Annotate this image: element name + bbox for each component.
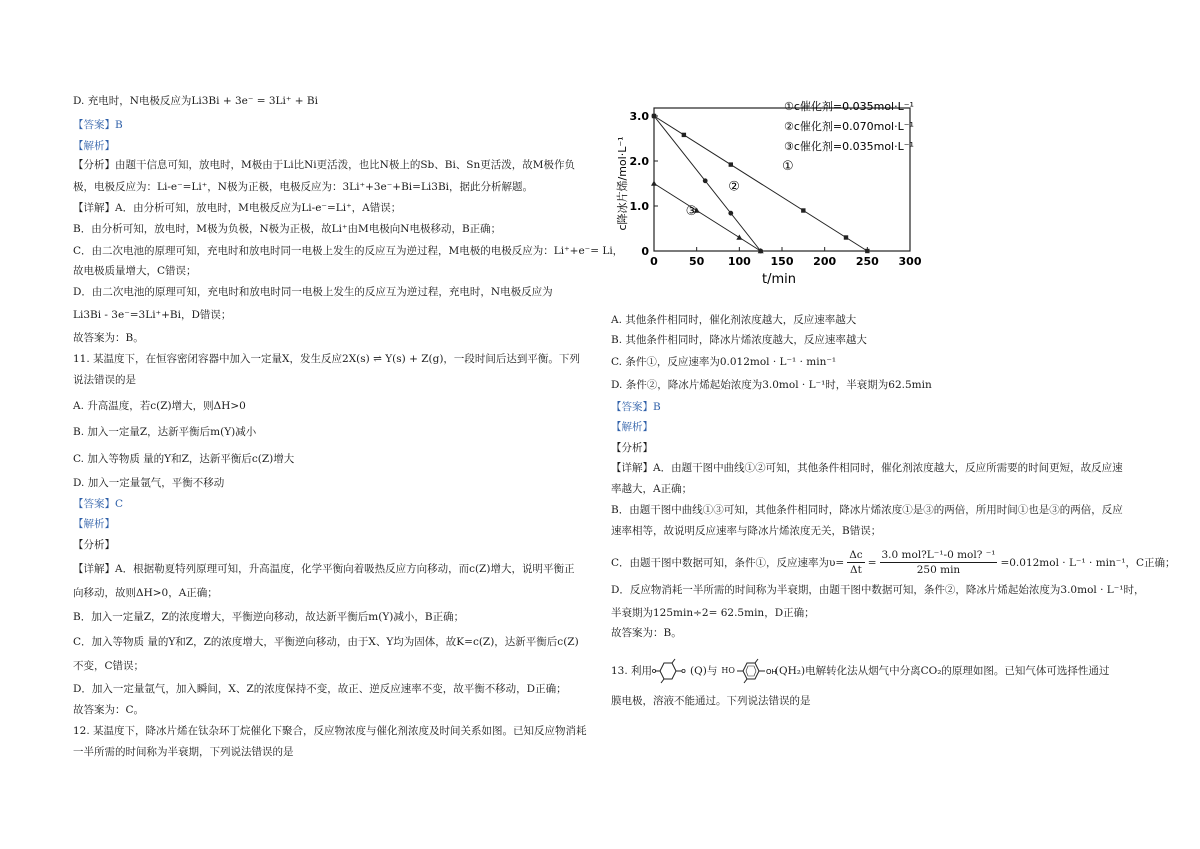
q12-x5-frac1-den: Δt	[850, 564, 862, 576]
q11-xiangjie-6: D．加入一定量氩气，加入瞬间，X、Z的浓度保持不变，故正、逆反应速率不变，故平衡不移动，D正确；	[73, 683, 567, 695]
q12-answer-tag: 【答案】B	[611, 401, 661, 413]
q10-conclusion: 故答案为：B。	[73, 332, 144, 344]
data-point-series-2	[652, 114, 657, 119]
q11-option-d: D. 加入一定量氩气，平衡不移动	[73, 477, 225, 489]
q12-xiangjie-4: 速率相等，故说明反应速率与降冰片烯浓度无关，B错误；	[611, 525, 882, 537]
q10-answer-tag: 【答案】B	[73, 119, 123, 131]
q12-xiangjie-7: 半衰期为125min÷2= 62.5min，D正确；	[611, 607, 815, 619]
data-point-series-1	[844, 235, 848, 239]
chart-ticks	[615, 110, 922, 287]
q11-fenxi: 【分析】	[73, 539, 115, 551]
chart-legend	[784, 99, 914, 153]
q11-xiangjie-7: 故答案为：C。	[73, 704, 145, 716]
q10-xiangjie-c1: C．由二次电池的原理可知，充电时和放电时同一电极上发生的反应互为逆过程，M电极的电极反应为：Li⁺+e⁻= Li，	[73, 245, 624, 257]
chart-svg	[612, 94, 932, 294]
x-tick-label: 100	[727, 255, 751, 268]
y-tick-label: 3.0	[629, 110, 649, 123]
x-tick-label: 150	[770, 255, 794, 268]
y-tick-label: 2.0	[629, 155, 649, 168]
q12-xiangjie-5	[611, 548, 1176, 577]
data-point-series-1	[801, 208, 805, 212]
data-point-series-3	[651, 181, 657, 186]
q12-analysis-tag: 【解析】	[611, 421, 653, 433]
q11-xiangjie-1: 【详解】A．根据勒夏特列原理可知，升高温度，化学平衡向着吸热反应方向移动，而c(Z)增大，说明平衡正	[73, 563, 575, 575]
hydroquinone-qh2-icon	[735, 659, 775, 683]
q13-pre: 13. 利用	[611, 665, 653, 677]
q12-x5-post: =0.012mol · L⁻¹ · min⁻¹，C正确；	[1000, 556, 1176, 569]
q12-option-a: A. 其他条件相同时，催化剂浓度越大，反应速率越大	[611, 314, 857, 326]
curve-label-1: ①	[782, 159, 794, 174]
x-tick-label: 200	[813, 255, 837, 268]
q13-stem-line1	[611, 659, 1109, 683]
q11-xiangjie-2: 向移动，故则ΔH>0，A正确；	[73, 587, 218, 599]
series-line-2	[654, 116, 761, 251]
q10-analysis-tag: 【解析】	[73, 140, 115, 152]
chart-series	[651, 114, 870, 254]
q12-option-c: C. 条件①，反应速率为0.012mol · L⁻¹ · min⁻¹	[611, 356, 837, 368]
q12-stem-line2: 一半所需的时间称为半衰期，下列说法错误的是	[73, 746, 294, 758]
data-point-series-2	[728, 211, 733, 216]
q12-xiangjie-3: B．由题干图中曲线①③可知，其他条件相同时，降冰片烯浓度①是③的两倍，所用时间①也是③的两倍，反应	[611, 504, 1123, 516]
quinone-q-icon	[652, 659, 690, 683]
q11-answer-tag: 【答案】C	[73, 498, 124, 510]
q11-option-b: B. 加入一定量Z，达新平衡后m(Y)减小	[73, 426, 257, 438]
x-tick-label: 250	[855, 255, 879, 268]
q12-xiangjie-1: 【详解】A．由题干图中曲线①②可知，其他条件相同时，催化剂浓度越大，反应所需要的时间更短，故反应速	[611, 462, 1123, 474]
data-point-series-1	[729, 162, 733, 166]
legend-entry-2: ②c催化剂=0.070mol·L⁻¹	[784, 120, 914, 133]
q10-xiangjie-d1: D．由二次电池的原理可知，充电时和放电时同一电极上发生的反应互为逆过程，充电时，N电极反应为	[73, 286, 553, 298]
q10-fenxi-line1: 【分析】由题干信息可知，放电时，M极由于Li比Ni更活泼，也比N极上的Sb、Bi、Sn更活泼，故M极作负	[73, 159, 576, 171]
q10-xiangjie-d2: Li3Bi - 3e⁻=3Li⁺+Bi，D错误；	[73, 309, 232, 321]
q12-option-b: B. 其他条件相同时，降冰片烯浓度越大，反应速率越大	[611, 334, 867, 346]
legend-entry-3: ③c催化剂=0.035mol·L⁻¹	[784, 140, 914, 153]
q12-x5-frac2-num: 3.0 mol?L⁻¹-0 mol? ⁻¹	[881, 549, 996, 561]
q11-stem-line1: 11. 某温度下，在恒容密闭容器中加入一定量X，发生反应2X(s) ⇌ Y(s) + Z(g)，一段时间后达到平衡。下列	[73, 353, 580, 365]
y-tick-label: 0	[641, 245, 649, 258]
data-point-series-2	[703, 178, 708, 183]
x-tick-label: 0	[650, 255, 658, 268]
q11-xiangjie-3: B．加入一定量Z，Z的浓度增大，平衡逆向移动，故达新平衡后m(Y)减小，B正确；	[73, 611, 465, 623]
q11-xiangjie-4: C．加入等物质 量的Y和Z，Z的浓度增大，平衡逆向移动，由于X、Y均为固体，故K=c(Z)，达新平衡后c(Z)	[73, 636, 579, 648]
q11-option-a: A. 升高温度，若c(Z)增大，则ΔH>0	[73, 400, 246, 412]
q13-q-label: (Q)与	[690, 665, 718, 677]
curve-label-3: ③	[685, 204, 698, 219]
q10-xiangjie-b: B．由分析可知，放电时，M极为负极，N极为正极，故Li⁺由M电极向N电极移动，B正确；	[73, 223, 502, 235]
q12-stem-line1: 12. 某温度下，降冰片烯在钛杂环丁烷催化下聚合，反应物浓度与催化剂浓度及时间关系如图。已知反应物消耗	[73, 725, 587, 737]
q12-x5-pre: C．由题干图中数据可知，条件①，反应速率为υ=	[611, 556, 845, 569]
q10-fenxi-line2: 极，电极反应为：Li-e⁻=Li⁺，N极为正极，电极反应为：3Li⁺+3e⁻+Bi=Li3Bi，据此分析解题。	[73, 181, 534, 193]
q11-xiangjie-5: 不变，C错误；	[73, 660, 145, 672]
svg-text:OH: OH	[765, 668, 777, 676]
q13-qh2-label: (QH₂)电解转化法从烟气中分离CO₂的原理如图。已知气体可选择性通过	[774, 665, 1110, 677]
q12-fenxi: 【分析】	[611, 442, 653, 454]
q10-option-d: D. 充电时，N电极反应为Li3Bi + 3e⁻ = 3Li⁺ + Bi	[73, 95, 318, 107]
q11-stem-line2: 说法错误的是	[73, 374, 136, 386]
q13-stem-line2: 膜电极，溶液不能通过。下列说法错误的是	[611, 695, 811, 707]
y-tick-label: 1.0	[629, 200, 649, 213]
data-point-series-1	[865, 249, 869, 253]
x-tick-label: 300	[898, 255, 922, 268]
y-axis-label: c降冰片烯/mol·L⁻¹	[616, 136, 629, 231]
q12-x5-eq: =	[867, 556, 877, 569]
q10-xiangjie-c2: 故电极质量增大，C错误；	[73, 265, 197, 277]
series-line-3	[654, 184, 761, 252]
q11-option-c: C. 加入等物质 量的Y和Z，达新平衡后c(Z)增大	[73, 453, 295, 465]
q10-xiangjie-a: 【详解】A．由分析可知，放电时，M电极反应为Li-e⁻=Li⁺，A错误；	[73, 202, 402, 214]
data-point-series-3	[736, 235, 742, 240]
q11-analysis-tag: 【解析】	[73, 518, 115, 530]
concentration-time-chart	[612, 94, 932, 294]
x-tick-label: 50	[689, 255, 705, 268]
legend-entry-1: ①c催化剂=0.035mol·L⁻¹	[784, 100, 914, 113]
q12-x5-frac1	[847, 548, 864, 577]
data-point-series-1	[682, 133, 686, 137]
curve-label-2: ②	[728, 179, 740, 195]
q12-option-d: D. 条件②，降冰片烯起始浓度为3.0mol · L⁻¹时，半衰期为62.5min	[611, 379, 932, 391]
q12-x5-frac2-den: 250 min	[916, 564, 961, 576]
q12-xiangjie-6: D．反应物消耗一半所需的时间称为半衰期，由题干图中数据可知，条件②，降冰片烯起始浓度为3.0mol · L⁻¹时，	[611, 584, 1145, 596]
x-axis-label: t/min	[762, 272, 796, 287]
q12-xiangjie-2: 率越大，A正确；	[611, 483, 693, 495]
q12-xiangjie-8: 故答案为：B。	[611, 627, 682, 639]
q12-x5-frac1-num: Δc	[849, 549, 863, 561]
q12-x5-frac2	[880, 548, 998, 577]
q13-ho-label: HO	[721, 666, 735, 675]
